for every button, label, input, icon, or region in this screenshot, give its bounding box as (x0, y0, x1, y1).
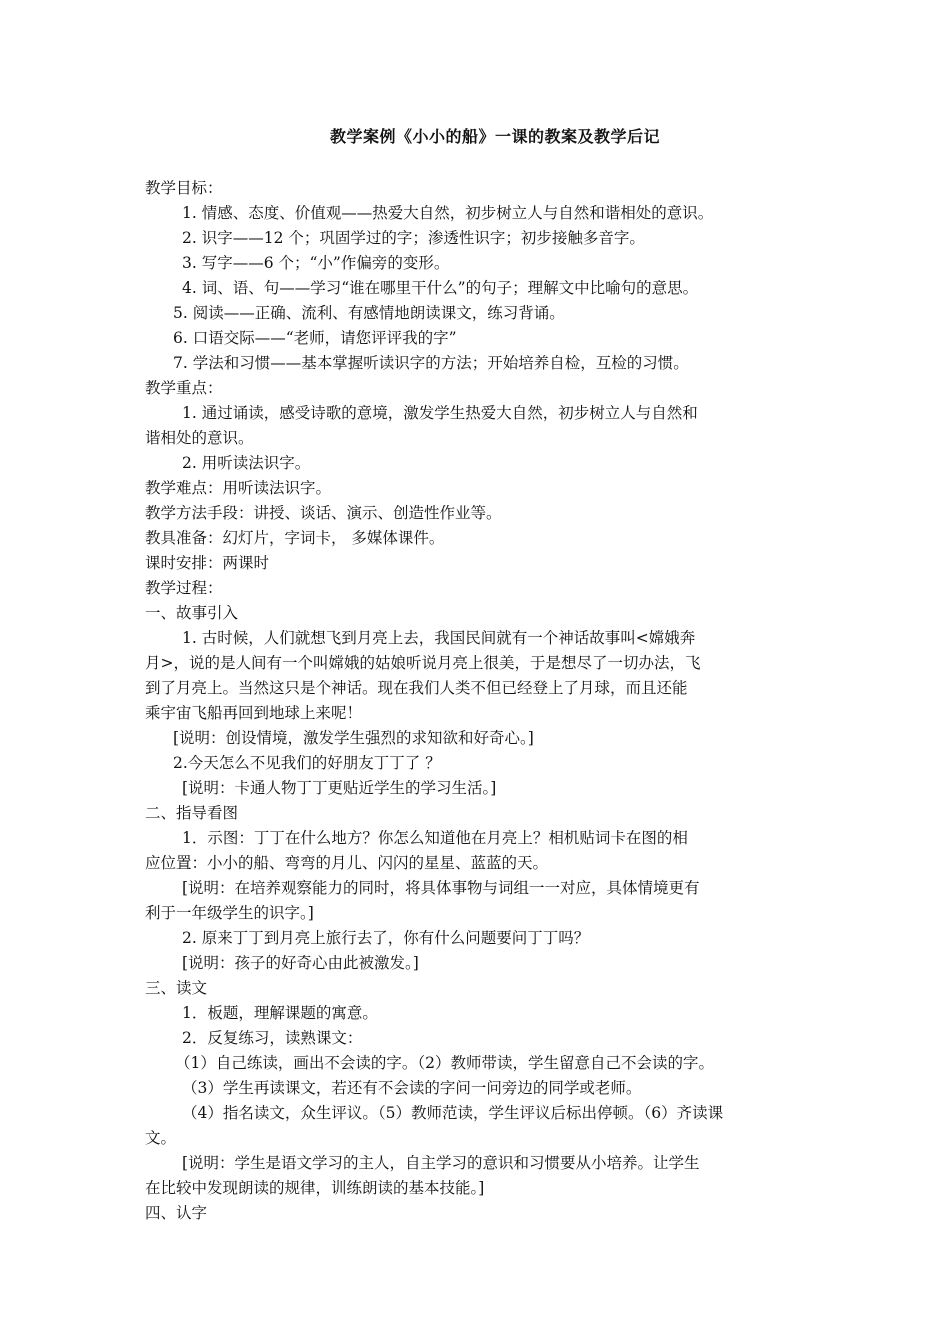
text-line: 4. 词、语、句——学习“谁在哪里干什么”的句子；理解文中比喻句的意思。 (182, 279, 699, 297)
text-line: 谐相处的意识。 (145, 429, 254, 447)
text-line: 教学难点：用听读法识字。 (145, 479, 332, 497)
text-line: 6. 口语交际——“老师，请您评评我的字” (173, 329, 457, 347)
text-line: 乘宇宙飞船再回到地球上来呢！ (145, 704, 363, 722)
text-line: 利于一年级学生的识字。] (145, 904, 314, 922)
text-line: 二、指导看图 (145, 804, 239, 822)
text-line: 5. 阅读——正确、流利、有感情地朗读课文，练习背诵。 (173, 304, 565, 322)
text-line: 2．反复练习，读熟课文： (182, 1029, 363, 1047)
text-line: 2. 原来丁丁到月亮上旅行去了，你有什么问题要问丁丁吗？ (182, 929, 590, 947)
text-line: 3. 写字——6 个；“小”作偏旁的变形。 (182, 254, 450, 272)
text-line: 1. 情感、态度、价值观——热爱大自然，初步树立人与自然和谐相处的意识。 (182, 204, 714, 222)
text-line: 教具准备：幻灯片，字词卡， 多媒体课件。 (145, 529, 445, 547)
text-line: 文。 (145, 1129, 177, 1147)
text-line: （3）学生再读课文，若还有不会读的字问一问旁边的同学或老师。 (182, 1079, 642, 1097)
text-line: 到了月亮上。当然这只是个神话。现在我们人类不但已经登上了月球，而且还能 (145, 679, 688, 697)
text-line: （4）指名读文，众生评议。（5）教师范读，学生评议后标出停顿。（6）齐读课 (182, 1104, 724, 1122)
text-line: [说明：孩子的好奇心由此被激发。] (182, 954, 419, 972)
text-line: 课时安排：两课时 (145, 554, 270, 572)
text-line: [说明：创设情境，激发学生强烈的求知欲和好奇心。] (173, 729, 534, 747)
text-line: [说明：卡通人物丁丁更贴近学生的学习生活。] (182, 779, 497, 797)
text-line: 在比较中发现朗读的规律，训练朗读的基本技能。] (145, 1179, 485, 1197)
text-line: 应位置：小小的船、弯弯的月儿、闪闪的星星、蓝蓝的天。 (145, 854, 549, 872)
text-line: 2.今天怎么不见我们的好朋友丁丁了 ？ (173, 754, 441, 772)
text-line: 月>，说的是人间有一个叫嫦娥的姑娘听说月亮上很美，于是想尽了一切办法，飞 (145, 654, 701, 672)
text-line: 教学过程： (145, 579, 223, 597)
text-line: [说明：学生是语文学习的主人，自主学习的意识和习惯要从小培养。让学生 (182, 1154, 700, 1172)
text-line: 三、读文 (145, 979, 208, 997)
document-body (145, 176, 810, 1226)
text-line: 7. 学法和习惯——基本掌握听读识字的方法；开始培养自检，互检的习惯。 (173, 354, 689, 372)
text-line: 教学重点： (145, 379, 223, 397)
text-line: 教学方法手段：讲授、谈话、演示、创造性作业等。 (145, 504, 502, 522)
text-line: 一、故事引入 (145, 604, 239, 622)
text-line: （1）自己练读，画出不会读的字。（2）教师带读，学生留意自己不会读的字。 (175, 1054, 714, 1072)
text-line: [说明：在培养观察能力的同时，将具体事物与词组一一对应，具体情境更有 (182, 879, 700, 897)
text-line: 1. 通过诵读，感受诗歌的意境，激发学生热爱大自然，初步树立人与自然和 (182, 404, 698, 422)
text-line: 1．板题，理解课题的寓意。 (182, 1004, 378, 1022)
document-title: 教学案例《小小的船》一课的教案及教学后记 (329, 127, 660, 146)
text-line: 2. 用听读法识字。 (182, 454, 311, 472)
text-line: 教学目标： (145, 179, 223, 197)
text-line: 1．示图：丁丁在什么地方？你怎么知道他在月亮上？相机贴词卡在图的相 (182, 829, 688, 847)
text-line: 1. 古时候，人们就想飞到月亮上去，我国民间就有一个神话故事叫<嫦娥奔 (182, 629, 696, 647)
text-line: 四、认字 (145, 1204, 208, 1222)
text-line: 2. 识字——12 个；巩固学过的字；渗透性识字；初步接触多音字。 (182, 229, 645, 247)
